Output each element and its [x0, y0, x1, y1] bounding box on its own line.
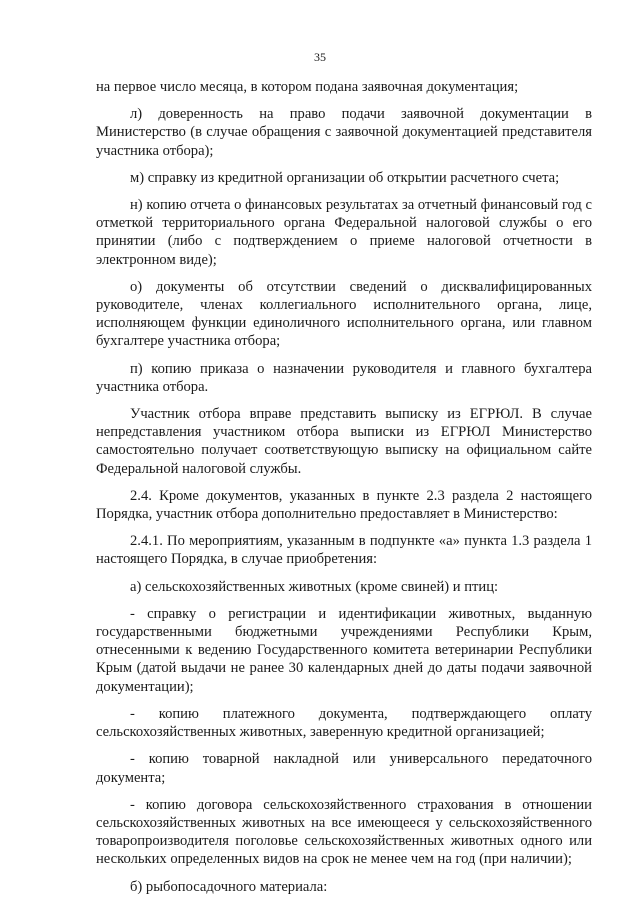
paragraph: а) сельскохозяйственных животных (кроме свиней) и птиц:: [130, 578, 499, 595]
paragraph: - копию договора сельскохозяйственного страхования в отношении сельскохозяйственных животных на все имеющееся у сельскохозяйственного товаропроизводителя поголовье сельскохозяйственных животных одного или нескольких определенных видов на срок не менее чем на год (при наличии);: [96, 796, 592, 868]
paragraph: - копию товарной накладной или универсального передаточного документа;: [96, 751, 592, 786]
page-number: 35: [314, 50, 326, 64]
paragraph: б) рыбопосадочного материала:: [130, 878, 328, 895]
paragraph: - справку о регистрации и идентификации животных, выданную государственными бюджетными учреждениями Республики Крым, отнесенными к ведению Государственного комитета ветеринарии Республики Крым (датой выдачи не ранее 30 календарных дней до даты подачи заявочной документации);: [96, 605, 592, 695]
paragraph: л) доверенность на право подачи заявочной документации в Министерство (в случае обращения с заявочной документацией представителя участника отбора);: [96, 106, 592, 159]
paragraph: м) справку из кредитной организации об открытии расчетного счета;: [130, 169, 560, 186]
paragraph: 2.4.1. По мероприятиям, указанным в подпункте «а» пункта 1.3 раздела 1 настоящего Порядка, в случае приобретения:: [96, 533, 592, 568]
paragraph: на первое число месяца, в котором подана заявочная документация;: [96, 79, 519, 95]
paragraph: п) копию приказа о назначении руководителя и главного бухгалтера участника отбора.: [96, 360, 592, 395]
document-body: [96, 78, 592, 905]
paragraph: о) документы об отсутствии сведений о дисквалифицированных руководителе, членах коллегиального исполнительного органа, лице, исполняющем функции единоличного исполнительного органа, или главном бухгалтере участника отбора;: [96, 278, 592, 350]
paragraph: - копию платежного документа, подтверждающего оплату сельскохозяйственных животных, заверенную кредитной организацией;: [96, 705, 592, 741]
paragraph: Участник отбора вправе представить выписку из ЕГРЮЛ. В случае непредставления участником отбора выписки из ЕГРЮЛ Министерство самостоятельно получает соответствующую выписку на официальном сайте Федеральной налоговой службы.: [96, 406, 592, 477]
paragraph: 2.4. Кроме документов, указанных в пункте 2.3 раздела 2 настоящего Порядка, участник отбора дополнительно предоставляет в Министерство:: [96, 487, 592, 523]
paragraph: н) копию отчета о финансовых результатах за отчетный финансовый год с отметкой территориального органа Федеральной налоговой службы о его принятии (либо с подтверждением о приеме налоговой отчетности в электронном виде);: [96, 197, 592, 268]
